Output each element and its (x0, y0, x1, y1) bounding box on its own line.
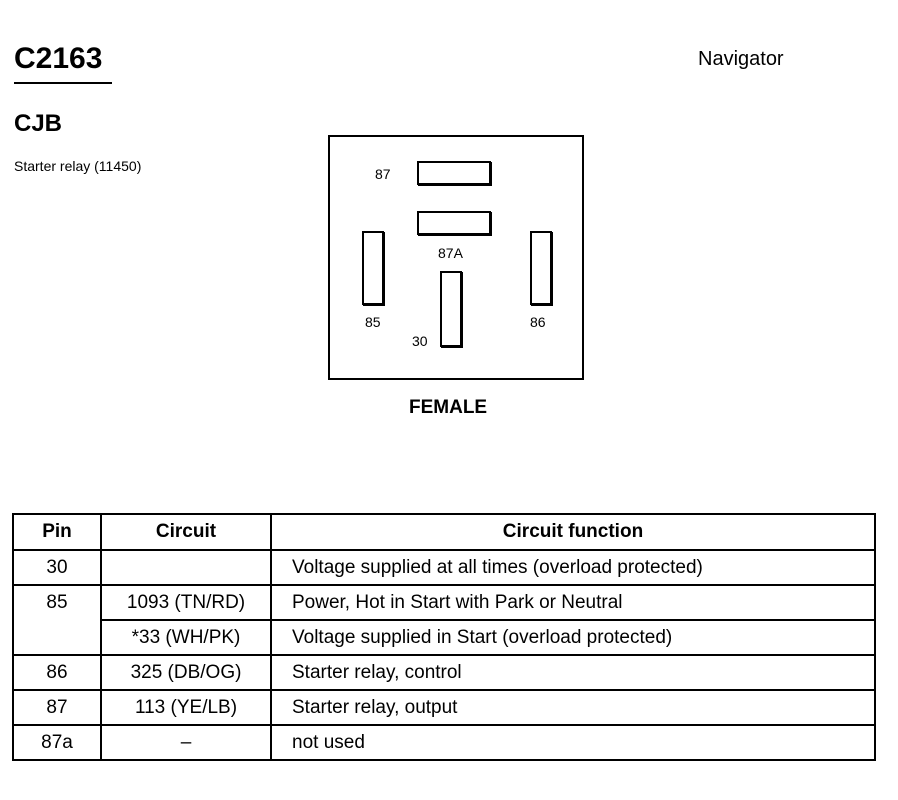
table-row (13, 725, 875, 760)
function-cell: Starter relay, output (271, 690, 875, 725)
pin-85-label: 85 (365, 314, 381, 330)
circuit-cell: – (101, 725, 271, 760)
table-header-row (13, 514, 875, 550)
pin-cell: 30 (13, 550, 101, 585)
vehicle-name: Navigator (698, 48, 784, 70)
connector-gender: FEMALE (409, 397, 488, 418)
circuit-cell: 113 (YE/LB) (101, 690, 271, 725)
pin-cell: 86 (13, 655, 101, 690)
function-cell: Voltage supplied in Start (overload protected) (271, 620, 875, 655)
pin-87a-label: 87A (438, 245, 463, 261)
function-cell: Starter relay, control (271, 655, 875, 690)
header-circuit-function: Circuit function (271, 514, 875, 550)
circuit-cell (101, 550, 271, 585)
function-cell: not used (271, 725, 875, 760)
function-cell: Power, Hot in Start with Park or Neutral (271, 585, 875, 620)
circuit-cell: *33 (WH/PK) (101, 620, 271, 655)
header-pin: Pin (13, 514, 101, 550)
header-circuit: Circuit (101, 514, 271, 550)
table-row (13, 690, 875, 725)
table-row (13, 550, 875, 585)
connector-id-underline (14, 82, 112, 84)
function-cell: Voltage supplied at all times (overload protected) (271, 550, 875, 585)
pin-87-label: 87 (375, 166, 391, 182)
pin-table (12, 513, 876, 761)
table-row (13, 620, 875, 655)
circuit-cell: 325 (DB/OG) (101, 655, 271, 690)
connector-id: C2163 (14, 42, 103, 75)
table-row (13, 655, 875, 690)
connector-description: Starter relay (11450) (14, 158, 142, 174)
connector-face-diagram (328, 135, 584, 380)
pin-86-label: 86 (530, 314, 546, 330)
pin-87a-slot (417, 211, 491, 235)
pin-86-slot (530, 231, 552, 305)
pin-cell: 85 (13, 585, 101, 655)
pin-87-slot (417, 161, 491, 185)
pin-cell: 87 (13, 690, 101, 725)
pin-30-slot (440, 271, 462, 347)
circuit-cell: 1093 (TN/RD) (101, 585, 271, 620)
pin-85-slot (362, 231, 384, 305)
table-row (13, 585, 875, 620)
connector-location: CJB (14, 110, 63, 137)
pin-cell: 87a (13, 725, 101, 760)
pin-30-label: 30 (412, 333, 428, 349)
